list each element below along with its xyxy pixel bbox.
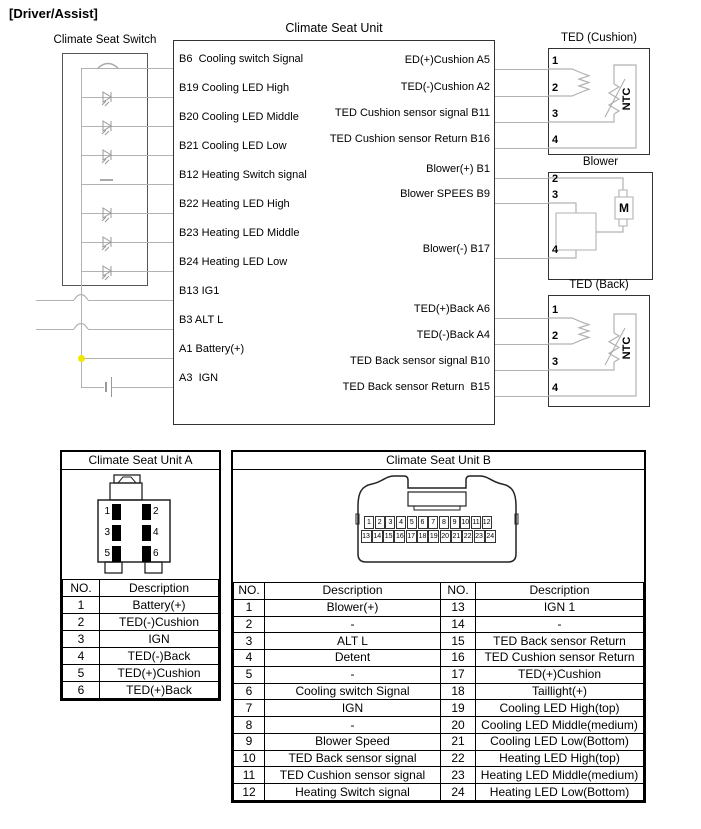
table-cell: TED(+)Cushion xyxy=(100,665,219,682)
table-row xyxy=(234,599,644,616)
table-cell: Cooling LED Middle(medium) xyxy=(476,717,644,734)
table-header-cell: Description xyxy=(265,583,441,600)
connector-b-pin: 13 xyxy=(361,530,372,543)
unit-pin-label: B3 ALT L xyxy=(179,314,224,326)
component-wire xyxy=(495,69,548,70)
component-pin-number: 2 xyxy=(552,173,559,185)
table-header-cell: NO. xyxy=(63,580,100,597)
table-row xyxy=(234,616,644,633)
component-pin-number: 2 xyxy=(552,330,559,342)
power-wire xyxy=(88,329,173,330)
switch-row-wire xyxy=(81,126,173,127)
connector-a-pin-number: 1 xyxy=(104,506,110,517)
table-cell: 13 xyxy=(441,599,476,616)
connector-b-pin: 2 xyxy=(375,516,385,529)
table-cell: 4 xyxy=(63,648,100,665)
component-title: TED (Back) xyxy=(569,279,629,291)
connector-a-pin-number: 2 xyxy=(153,506,159,517)
table-cell: Heating Switch signal xyxy=(265,784,441,801)
connector-b-pin: 8 xyxy=(439,516,449,529)
table-row xyxy=(234,700,644,717)
component-pin-number: 2 xyxy=(552,82,559,94)
connector-b-pin: 9 xyxy=(450,516,460,529)
table-row xyxy=(63,631,219,648)
connector-b-table xyxy=(233,582,644,801)
table-cell: - xyxy=(265,717,441,734)
table-row xyxy=(234,750,644,767)
table-cell: 18 xyxy=(441,683,476,700)
unit-pin-label: B21 Cooling LED Low xyxy=(179,140,287,152)
connector-b-pin: 7 xyxy=(428,516,438,529)
connector-b-card xyxy=(231,450,646,803)
connector-a-pin xyxy=(112,504,121,520)
unit-pin-label: B13 IG1 xyxy=(179,285,220,297)
unit-pin-label: TED(-)Back A4 xyxy=(416,329,490,341)
led-icon xyxy=(99,233,119,253)
table-header-cell: NO. xyxy=(441,583,476,600)
table-cell: TED Cushion sensor signal xyxy=(265,767,441,784)
table-cell: 8 xyxy=(234,717,265,734)
table-row xyxy=(234,666,644,683)
table-row xyxy=(63,682,219,699)
unit-pin-label: B6 Cooling switch Signal xyxy=(179,53,304,65)
connector-b-pin: 11 xyxy=(471,516,481,529)
connector-b-pin: 21 xyxy=(451,530,462,543)
connector-b-pin: 10 xyxy=(460,516,470,529)
unit-pin-label: Blower(+) B1 xyxy=(426,163,490,175)
table-cell: Battery(+) xyxy=(100,597,219,614)
table-header-row xyxy=(234,583,644,600)
unit-pin-label: TED(+)Back A6 xyxy=(413,303,490,315)
unit-pin-label: B24 Heating LED Low xyxy=(179,256,288,268)
table-cell: 21 xyxy=(441,733,476,750)
led-icon xyxy=(99,88,119,108)
table-row xyxy=(63,614,219,631)
unit-pin-label: TED Cushion sensor Return B16 xyxy=(329,133,490,145)
component-wire xyxy=(495,178,548,179)
battery-cell-icon xyxy=(105,382,107,392)
power-wire xyxy=(81,387,104,388)
table-row xyxy=(234,650,644,667)
connector-b-pin: 22 xyxy=(462,530,473,543)
unit-pin-label: A3 IGN xyxy=(179,372,219,384)
table-header-row xyxy=(63,580,219,597)
table-row xyxy=(234,784,644,801)
table-cell: 6 xyxy=(63,682,100,699)
battery-cell-icon xyxy=(111,377,112,397)
table-cell: 2 xyxy=(63,614,100,631)
connector-b-pin: 19 xyxy=(428,530,439,543)
unit-pin-label: B12 Heating Switch signal xyxy=(179,169,307,181)
unit-box-title: Climate Seat Unit xyxy=(285,21,383,35)
component-wire xyxy=(495,370,548,371)
unit-pin-label: TED(-)Cushion A2 xyxy=(400,81,490,93)
connector-a-pin-number: 4 xyxy=(153,527,159,538)
component-pin-number: 1 xyxy=(552,304,559,316)
connector-a-card xyxy=(60,450,221,701)
unit-pin-label: ED(+)Cushion A5 xyxy=(404,54,490,66)
table-cell: 20 xyxy=(441,717,476,734)
table-cell: IGN xyxy=(265,700,441,717)
table-cell: TED(-)Back xyxy=(100,648,219,665)
connector-b-pin: 4 xyxy=(396,516,406,529)
connector-a-pin-number: 6 xyxy=(153,548,159,559)
table-cell: 24 xyxy=(441,784,476,801)
connector-a-pin xyxy=(142,546,151,562)
table-row xyxy=(63,665,219,682)
table-cell: TED(+)Cushion xyxy=(476,666,644,683)
led-icon xyxy=(99,204,119,224)
switch-row-wire xyxy=(81,184,173,185)
connector-b-pin: 14 xyxy=(372,530,383,543)
table-row xyxy=(63,597,219,614)
connector-a-pin xyxy=(142,504,151,520)
ntc-label: NTC xyxy=(621,87,633,111)
table-cell: 10 xyxy=(234,750,265,767)
table-cell: 1 xyxy=(234,599,265,616)
table-row xyxy=(234,717,644,734)
blower-internal-circuit xyxy=(548,172,653,280)
table-row xyxy=(234,767,644,784)
connector-b-pin: 1 xyxy=(364,516,374,529)
led-icon xyxy=(99,146,119,166)
led-icon xyxy=(99,117,119,137)
unit-pin-label: Blower SPEES B9 xyxy=(400,188,490,200)
power-wire xyxy=(112,387,173,388)
connector-b-pin: 17 xyxy=(406,530,417,543)
component-pin-number: 3 xyxy=(552,108,559,120)
table-cell: TED Cushion sensor Return xyxy=(476,650,644,667)
connector-a-table xyxy=(62,579,219,699)
power-wire xyxy=(81,358,173,359)
connector-a-pin-number: 5 xyxy=(104,548,110,559)
connector-b-drawing xyxy=(233,470,644,582)
table-cell: 11 xyxy=(234,767,265,784)
connector-a-pin-number: 3 xyxy=(104,527,110,538)
connector-a-pin xyxy=(142,525,151,541)
switch-contact-icon xyxy=(100,179,113,181)
table-cell: 2 xyxy=(234,616,265,633)
table-cell: ALT L xyxy=(265,633,441,650)
table-cell: Cooling LED Low(Bottom) xyxy=(476,733,644,750)
table-cell: 3 xyxy=(63,631,100,648)
component-pin-number: 3 xyxy=(552,356,559,368)
table-cell: 5 xyxy=(63,665,100,682)
table-cell: 7 xyxy=(234,700,265,717)
wire-hop-icon xyxy=(73,292,89,301)
table-cell: Blower(+) xyxy=(265,599,441,616)
component-wire xyxy=(495,122,548,123)
wire-hop-icon xyxy=(73,321,89,330)
connector-b-pin: 5 xyxy=(407,516,417,529)
switch-box-title: Climate Seat Switch xyxy=(53,34,157,46)
component-wire xyxy=(495,318,548,319)
table-row xyxy=(234,683,644,700)
table-cell: Cooling switch Signal xyxy=(265,683,441,700)
table-cell: 15 xyxy=(441,633,476,650)
unit-pin-label: B23 Heating LED Middle xyxy=(179,227,300,239)
switch-row-wire xyxy=(81,97,173,98)
table-cell: Blower Speed xyxy=(265,733,441,750)
table-cell: 5 xyxy=(234,666,265,683)
table-row xyxy=(63,648,219,665)
table-cell: IGN xyxy=(100,631,219,648)
component-title: TED (Cushion) xyxy=(560,32,638,44)
connector-a-drawing xyxy=(62,470,219,579)
connector-b-pin: 18 xyxy=(417,530,428,543)
table-header-cell: Description xyxy=(476,583,644,600)
component-wire xyxy=(495,396,548,397)
table-cell: - xyxy=(265,666,441,683)
component-pin-number: 1 xyxy=(552,55,559,67)
ntc-label: NTC xyxy=(621,336,633,359)
table-header-cell: Description xyxy=(100,580,219,597)
component-wire xyxy=(495,344,548,345)
connector-a-pin xyxy=(112,525,121,541)
table-cell: 14 xyxy=(441,616,476,633)
switch-row-wire xyxy=(81,271,173,272)
table-cell: TED Back sensor Return xyxy=(476,633,644,650)
connector-b-pin: 16 xyxy=(394,530,405,543)
unit-pin-label: TED Cushion sensor signal B11 xyxy=(334,107,490,119)
table-row xyxy=(234,733,644,750)
connector-b-pin: 3 xyxy=(385,516,395,529)
connector-b-pin: 20 xyxy=(440,530,451,543)
power-wire xyxy=(88,300,173,301)
table-cell: 3 xyxy=(234,633,265,650)
table-cell: 17 xyxy=(441,666,476,683)
connector-b-pin: 23 xyxy=(474,530,485,543)
unit-pin-label: TED Back sensor Return B15 xyxy=(342,381,490,393)
table-cell: 22 xyxy=(441,750,476,767)
table-cell: TED(+)Back xyxy=(100,682,219,699)
power-wire xyxy=(36,329,74,330)
table-header-cell: NO. xyxy=(234,583,265,600)
table-row xyxy=(234,633,644,650)
unit-pin-label: B22 Heating LED High xyxy=(179,198,290,210)
table-cell: 9 xyxy=(234,733,265,750)
component-title: Blower xyxy=(582,156,619,168)
switch-row-wire xyxy=(81,155,173,156)
table-cell: IGN 1 xyxy=(476,599,644,616)
table-cell: 16 xyxy=(441,650,476,667)
connector-b-pin: 12 xyxy=(482,516,492,529)
connector-a-pin xyxy=(112,546,121,562)
led-icon xyxy=(99,262,119,282)
component-wire xyxy=(495,258,548,259)
table-cell: Heating LED Low(Bottom) xyxy=(476,784,644,801)
table-cell: 23 xyxy=(441,767,476,784)
connector-b-header: Climate Seat Unit B xyxy=(233,452,644,470)
switch-bus-wire xyxy=(81,68,82,387)
switch-row-wire xyxy=(81,68,173,69)
table-cell: 4 xyxy=(234,650,265,667)
table-cell: Cooling LED High(top) xyxy=(476,700,644,717)
table-cell: TED(-)Cushion xyxy=(100,614,219,631)
component-wire xyxy=(495,96,548,97)
component-wire xyxy=(495,203,548,204)
table-cell: Heating LED Middle(medium) xyxy=(476,767,644,784)
table-cell: Heating LED High(top) xyxy=(476,750,644,767)
unit-pin-label: B19 Cooling LED High xyxy=(179,82,290,94)
table-cell: Taillight(+) xyxy=(476,683,644,700)
component-pin-number: 4 xyxy=(552,244,559,256)
connector-b-pin: 6 xyxy=(418,516,428,529)
table-cell: 6 xyxy=(234,683,265,700)
connector-b-pin: 15 xyxy=(383,530,394,543)
component-pin-number: 3 xyxy=(552,189,559,201)
table-cell: Detent xyxy=(265,650,441,667)
table-cell: TED Back sensor signal xyxy=(265,750,441,767)
switch-icon xyxy=(96,58,120,70)
motor-label: M xyxy=(619,201,629,215)
junction-dot xyxy=(78,355,85,362)
table-cell: 1 xyxy=(63,597,100,614)
table-cell: 12 xyxy=(234,784,265,801)
component-pin-number: 4 xyxy=(552,134,559,146)
unit-pin-label: TED Back sensor signal B10 xyxy=(349,355,490,367)
unit-pin-label: B20 Cooling LED Middle xyxy=(179,111,299,123)
page-title: [Driver/Assist] xyxy=(9,6,98,21)
power-wire xyxy=(36,300,74,301)
component-wire xyxy=(495,148,548,149)
table-cell: - xyxy=(476,616,644,633)
unit-pin-label: A1 Battery(+) xyxy=(179,343,245,355)
table-cell: 19 xyxy=(441,700,476,717)
connector-b-pin: 24 xyxy=(485,530,496,543)
switch-row-wire xyxy=(81,213,173,214)
component-pin-number: 4 xyxy=(552,382,559,394)
unit-pin-label: Blower(-) B17 xyxy=(422,243,490,255)
switch-row-wire xyxy=(81,242,173,243)
table-cell: - xyxy=(265,616,441,633)
connector-a-header: Climate Seat Unit A xyxy=(62,452,219,470)
